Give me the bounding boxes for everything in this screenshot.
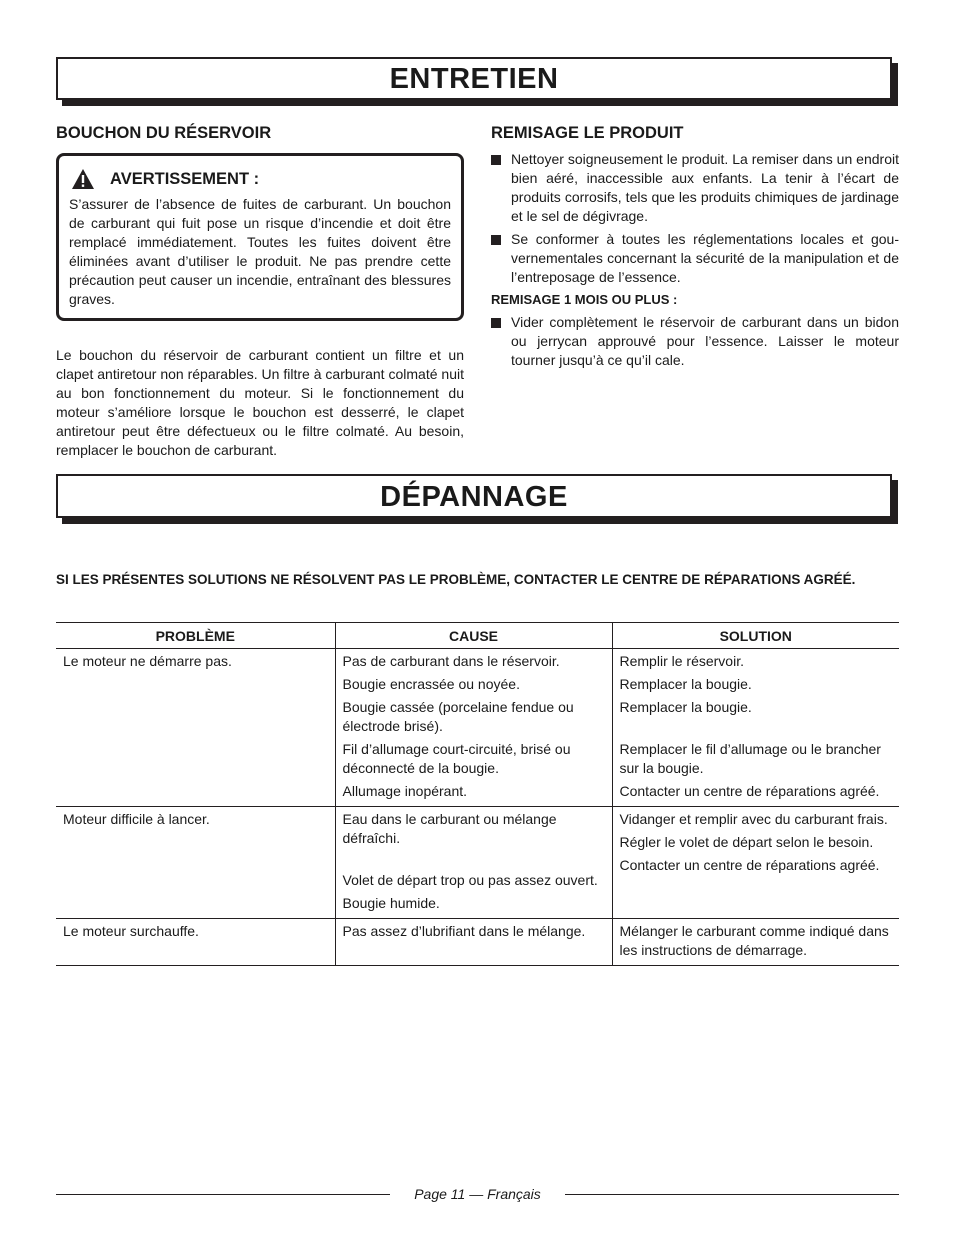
solution-item: Remplacer la bougie. xyxy=(619,699,752,715)
cause-item: Allumage inopérant. xyxy=(342,783,468,799)
warning-title-text: AVERTISSEMENT : xyxy=(110,169,260,188)
solution-cell xyxy=(612,649,899,807)
square-bullet-icon xyxy=(491,155,501,165)
cause-cell xyxy=(335,649,612,807)
solution-item: Remplacer la bougie. xyxy=(619,676,752,692)
square-bullet-icon xyxy=(491,318,501,328)
column-header-probleme: PROBLÈME xyxy=(56,623,335,649)
depannage-notice: SI LES PRÉSENTES SOLUTIONS NE RÉSOLVENT PAS LE PROBLÈME, CONTACTER LE CENTRE DE RÉPARATIONS AGRÉÉ. xyxy=(56,572,856,587)
cause-cell xyxy=(335,919,612,966)
solution-item: Contacter un centre de réparations agréé. xyxy=(619,783,880,799)
warning-text: S’assurer de l’absence de fuites de carburant. Un bouchon de carburant qui fuit pose un risque d’incendie et doit être remplacé immédiatement. Toutes les fuites doivent être éliminées avant d’utiliser le produit. Ne pas prendre cette précaution peut causer un incendie, entraînant des blessures graves. xyxy=(69,196,451,307)
cause-item: Fil d’allumage court-circuité, brisé ou déconnecté de la bougie. xyxy=(342,741,571,776)
problem-cell xyxy=(56,649,335,807)
remisage-list xyxy=(491,150,899,287)
section-title-depannage: DÉPANNAGE xyxy=(56,474,892,518)
warning-triangle-icon xyxy=(71,168,95,190)
page-footer xyxy=(56,1185,899,1205)
warning-box xyxy=(56,153,464,321)
cause-item: Bougie cassée (porcelaine fendue ou électrode brisé). xyxy=(342,699,574,734)
solution-item: Régler le volet de départ selon le besoin. xyxy=(619,834,874,850)
solution-item: Mélanger le carburant comme indiqué dans les instructions de démarrage. xyxy=(619,923,889,958)
troubleshooting-table xyxy=(56,622,899,966)
cause-item: Eau dans le carburant ou mélange défraîchi. xyxy=(342,811,557,846)
list-item xyxy=(491,230,899,287)
section-title-entretien: ENTRETIEN xyxy=(56,57,892,100)
solution-item: Remplacer le fil d’allumage ou le brancher sur la bougie. xyxy=(619,741,881,776)
problem-cell xyxy=(56,919,335,966)
list-item xyxy=(491,313,899,370)
column-header-cause: CAUSE xyxy=(335,623,612,649)
remisage-subheading: REMISAGE 1 MOIS OU PLUS : xyxy=(491,292,678,307)
problem-text: Le moteur ne démarre pas. xyxy=(63,653,232,669)
column-header-solution: SOLUTION xyxy=(612,623,899,649)
cause-item: Volet de départ trop ou pas assez ouvert. xyxy=(342,872,598,888)
table-header-row xyxy=(56,623,899,649)
page-number: Page 11 — Français xyxy=(414,1186,541,1202)
list-item xyxy=(491,150,899,226)
table-row xyxy=(56,919,899,966)
cause-item: Pas assez d’lubrifiant dans le mélange. xyxy=(342,923,586,939)
list-item-text: Vider complètement le réservoir de carburant dans un bidon ou jerrycan approuvé pour l’essence. Laisser le moteur tourner jusqu’à ce qu’il cale. xyxy=(511,314,899,368)
solution-item: Remplir le réservoir. xyxy=(619,653,744,669)
problem-text: Le moteur surchauffe. xyxy=(63,923,199,939)
square-bullet-icon xyxy=(491,235,501,245)
remisage-sub-list xyxy=(491,313,899,370)
solution-cell xyxy=(612,919,899,966)
bouchon-body: Le bouchon du réservoir de carburant contient un filtre et un clapet antiretour non réparables. Un filtre à carburant colmaté nuit au bon fonctionnement du moteur. Si le fonctionnement du moteur s’améliore lorsque le bouchon est desserré, le clapet antiretour peut être défectueux ou le filtre colmaté. Au besoin, remplacer le bouchon de carburant. xyxy=(56,347,464,458)
problem-text: Moteur difficile à lancer. xyxy=(63,811,210,827)
remisage-heading: REMISAGE LE PRODUIT xyxy=(491,124,684,142)
solution-item: Vidanger et remplir avec du carburant frais. xyxy=(619,811,888,827)
cause-cell xyxy=(335,807,612,919)
list-item-text: Se conformer à toutes les réglementations locales et gouvernementales concernant la sécurité de la manipulation et de l’entreposage de l’essence. xyxy=(511,231,899,285)
bouchon-heading: BOUCHON DU RÉSERVOIR xyxy=(56,124,272,142)
table-row xyxy=(56,649,899,807)
bouchon-section xyxy=(56,122,464,460)
solution-cell xyxy=(612,807,899,919)
cause-item: Pas de carburant dans le réservoir. xyxy=(342,653,560,669)
cause-item: Bougie humide. xyxy=(342,895,440,911)
cause-item: Bougie encrassée ou noyée. xyxy=(342,676,520,692)
remisage-section xyxy=(491,122,899,374)
table-row xyxy=(56,807,899,919)
problem-cell xyxy=(56,807,335,919)
solution-item: Contacter un centre de réparations agréé. xyxy=(619,857,880,873)
warning-title xyxy=(69,168,451,190)
list-item-text: Nettoyer soigneusement le produit. La remiser dans un endroit bien aéré, inaccessible aux enfants. La tenir à l’écart de produits corrosifs, tels que les produits chimiques de jardinage et le sel de dégivrage. xyxy=(511,151,899,224)
